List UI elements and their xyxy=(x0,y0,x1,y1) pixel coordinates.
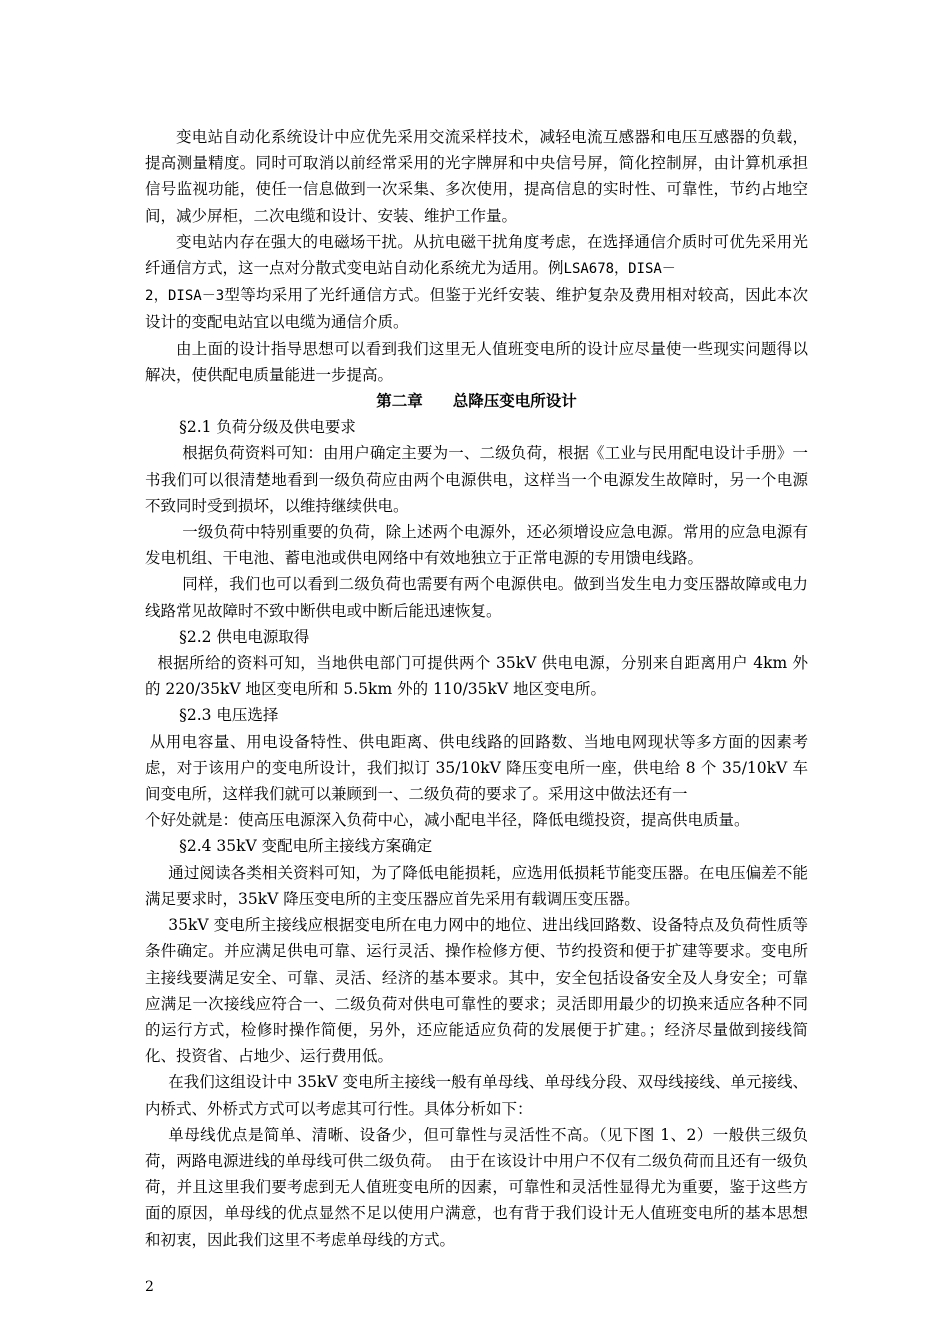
paragraph-voltage-selection: 从用电容量、用电设备特性、供电距离、供电线路的回路数、当地电网现状等多方面的因素考虑，对于该用户的变电所设计，我们拟订 35/10kV 降压变电所一座，供电给 8 个 35/10kV 车间变电所，这样我们就可以兼顾到一、二级负荷的要求了。采用这中做法还有一 xyxy=(145,732,808,804)
page-number: 2 xyxy=(145,1279,154,1295)
paragraph-power-source: 根据所给的资料可知，当地供电部门可提供两个 35kV 供电电源，分别来自距离用户 4km 外的 220/35kV 地区变电所和 5.5km 外的 110/35kV 地区变电所。 xyxy=(145,654,808,699)
chapter-title: 总降压变电所设计 xyxy=(452,391,577,411)
paragraph-main-wiring-requirements: 35kV 变电所主接线应根据变电所在电力网中的地位、进出线回路数、设备特点及负荷性质等条件确定。并应满足供电可靠、运行灵活、操作检修方便、节约投资和便于扩建等要求。变电所主接线要满足安全、可靠、灵活、经济的基本要求。其中，安全包括设备安全及人身安全；可靠应满足一次接线应符合一、二级负荷对供电可靠性的要求；灵活即用最少的切换来适应各种不同的运行方式，检修时操作简便，另外，还应能适应负荷的发展便于扩建。；经济尽量做到接线简化、投资省、占地少、运行费用低。 xyxy=(145,916,808,1066)
section-heading-2-1: §2.1 负荷分级及供电要求 xyxy=(179,418,356,437)
paragraph-second-class-load: 同样，我们也可以看到二级负荷也需要有两个电源供电。做到当发生电力变压器故障或电力线路常见故障时不致中断供电或中断后能迅速恢复。 xyxy=(145,575,808,620)
section-heading-2-3: §2.3 电压选择 xyxy=(179,706,279,725)
chapter-number: 第二章 xyxy=(376,391,423,411)
paragraph-em-interference xyxy=(145,229,808,336)
paragraph-emergency-power: 一级负荷中特别重要的负荷，除上述两个电源外，还必须增设应急电源。常用的应急电源有发电机组、干电池、蓄电池或供电网络中有效地独立于正常电源的专用馈电线路。 xyxy=(145,523,808,568)
paragraph-ac-sampling: 变电站自动化系统设计中应优先采用交流采样技术，减轻电流互感器和电压互感器的负载，提高测量精度。同时可取消以前经常采用的光字牌屏和中央信号屏，简化控制屏，由计算机承担信号监视功能，使任一信息做到一次采集、多次使用，提高信息的实时性、可靠性，节约占地空间，减少屏柜，二次电缆和设计、安装、维护工作量。 xyxy=(145,128,808,225)
paragraph-em-interference-rest: 型等均采用了光纤通信方式。但鉴于光纤安装、维护复杂及费用相对较高，因此本次设计的变配电站宜以电缆为通信介质。 xyxy=(145,286,808,332)
document-body xyxy=(145,124,808,1253)
paragraph-load-data: 根据负荷资料可知：由用户确定主要为一、二级负荷，根据《工业与民用配电设计手册》一书我们可以很清楚地看到一级负荷应由两个电源供电，这样当一个电源发生故障时，另一个电源不致同时受到损坏，以维持继续供电。 xyxy=(145,444,808,515)
paragraph-design-guidance: 由上面的设计指导思想可以看到我们这里无人值班变电所的设计应尽量使一些现实问题得以解决，使供配电质量能进一步提高。 xyxy=(145,339,808,384)
code-lsa678: LSA678，DISA－ xyxy=(563,261,676,278)
paragraph-em-interference-text: 变电站内存在强大的电磁场干扰。从抗电磁干扰角度考虑，在选择通信介质时可优先采用光纤通信方式，这一点对分散式变电站自动化系统尤为适用。例 xyxy=(145,232,808,278)
paragraph-wiring-options: 在我们这组设计中 35kV 变电所主接线一般有单母线、单母线分段、双母线接线、单元接线、内桥式、外桥式方式可以考虑其可行性。具体分析如下： xyxy=(145,1073,808,1118)
paragraph-transformer-choice: 通过阅读各类相关资料可知，为了降低电能损耗，应选用低损耗节能变压器。在电压偏差不能满足要求时，35kV 降压变电所的主变压器应首先采用有载调压变压器。 xyxy=(145,863,808,908)
section-heading-2-4: §2.4 35kV 变配电所主接线方案确定 xyxy=(179,837,433,856)
chapter-heading xyxy=(145,388,808,414)
paragraph-voltage-benefit: 个好处就是：使高压电源深入负荷中心，减小配电半径，降低电缆投资，提高供电质量。 xyxy=(145,811,750,830)
code-disa3: 2，DISA－3 xyxy=(145,288,225,305)
paragraph-single-bus: 单母线优点是简单、清晰、设备少，但可靠性与灵活性不高。（见下图 1、2）一般供三级负荷，两路电源进线的单母线可供二级负荷。 由于在该设计中用户不仅有二级负荷而且还有一级负荷，并且这里我们要考虑到无人值班变电所的因素，可靠性和灵活性显得尤为重要，鉴于这些方面的原因，单母线的优点显然不足以使用户满意，也有背于我们设计无人值班变电所的基本思想和初衷，因此我们这里不考虑单母线的方式。 xyxy=(145,1125,808,1249)
section-heading-2-2: §2.2 供电电源取得 xyxy=(179,627,310,646)
